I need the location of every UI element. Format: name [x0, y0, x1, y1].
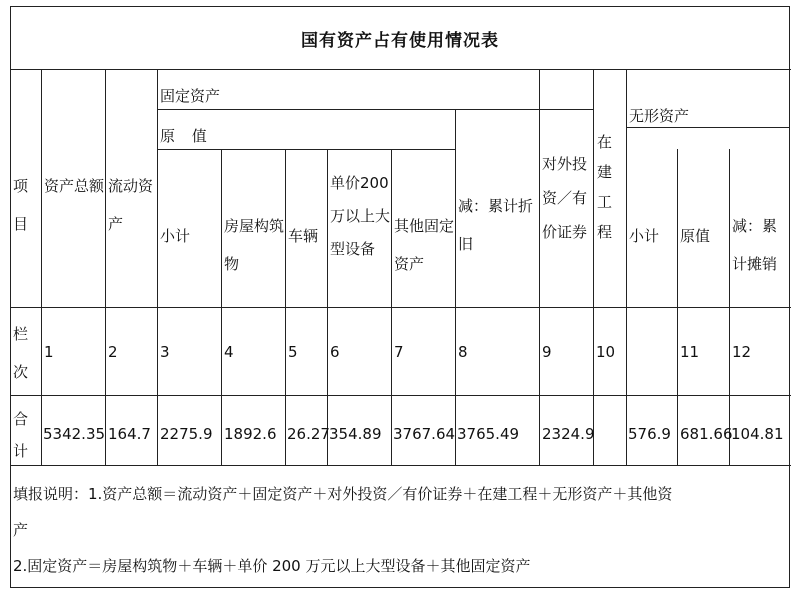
col-number: 2: [108, 343, 118, 361]
header-construction-in-progress: 在建工程: [597, 133, 613, 241]
header-large-equipment: 单价200万以上大型设备: [330, 174, 391, 258]
header-intangible-subtotal: 小计: [629, 227, 660, 245]
header-subtotal: 小计: [160, 227, 191, 245]
header-amortization: 减：累计摊销: [732, 217, 778, 273]
header-accumulated-depreciation: 减：累计折旧: [458, 197, 534, 253]
header-intangible-original: 原值: [680, 227, 711, 245]
header-other-fixed: 其他固定资产: [394, 217, 455, 273]
col-number: 5: [288, 343, 298, 361]
col-number: 8: [458, 343, 468, 361]
total-cell: 164.7: [108, 425, 151, 443]
col-divider: [729, 149, 730, 465]
rule-above-totals: [11, 395, 791, 396]
total-cell: 2275.9: [160, 425, 213, 443]
notes-line-2: 2.固定资产＝房屋构筑物＋车辆＋单价 200 万元以上大型设备＋其他固定资产: [13, 557, 531, 575]
col-divider: [539, 69, 540, 465]
notes-line-1-continued: 产: [13, 521, 29, 539]
col-divider: [285, 149, 286, 465]
col-number: 9: [542, 343, 552, 361]
rule-above-notes: [11, 465, 791, 466]
total-cell: 2324.9: [542, 425, 595, 443]
total-cell: 104.81: [731, 425, 784, 443]
col-divider: [221, 149, 222, 465]
total-cell: 26.27: [287, 425, 330, 443]
rule-under-original-value: [157, 149, 455, 150]
col-divider: [41, 69, 42, 465]
total-cell: 5342.35: [43, 425, 106, 443]
asset-table-document: [10, 6, 790, 588]
col-number: 3: [160, 343, 170, 361]
col-divider: [391, 149, 392, 465]
col-divider: [626, 69, 627, 465]
total-cell: 3767.64: [393, 425, 456, 443]
col-number: 1: [44, 343, 54, 361]
total-cell: 3765.49: [457, 425, 520, 443]
col-divider: [327, 149, 328, 465]
col-divider: [677, 149, 678, 465]
header-item: 项目: [13, 177, 29, 233]
header-buildings: 房屋构筑物: [224, 217, 285, 273]
col-divider: [455, 109, 456, 465]
col-index-label: 栏次: [13, 325, 29, 381]
col-divider: [105, 69, 106, 465]
header-current-assets: 流动资产: [108, 177, 154, 233]
rule-above-col-index: [11, 307, 791, 308]
header-external-investment: 对外投资／有价证券: [542, 155, 588, 241]
table-title: 国有资产占有使用情况表: [301, 30, 499, 51]
col-number: 10: [596, 343, 616, 361]
notes-line-1: 填报说明：1.资产总额＝流动资产＋固定资产＋对外投资／有价证券＋在建工程＋无形资产＋其他资: [13, 485, 673, 503]
header-total-assets: 资产总额: [44, 177, 105, 195]
col-number: 11: [680, 343, 700, 361]
col-number: 6: [330, 343, 340, 361]
header-fixed-assets: 固定资产: [160, 87, 221, 105]
total-row-label: 合计: [13, 410, 29, 460]
col-number: 12: [732, 343, 752, 361]
rule-under-fixed-assets: [157, 109, 593, 110]
col-divider: [593, 69, 594, 465]
total-cell: 576.9: [628, 425, 671, 443]
header-intangible-assets: 无形资产: [629, 107, 690, 125]
total-cell: 354.89: [329, 425, 382, 443]
header-original-value: 原 值: [160, 127, 213, 145]
col-number: 4: [224, 343, 234, 361]
col-divider: [157, 69, 158, 465]
header-vehicles: 车辆: [288, 227, 319, 245]
rule-under-title: [11, 69, 791, 70]
rule-under-intangible: [626, 127, 790, 128]
total-cell: 1892.6: [224, 425, 277, 443]
total-cell: 681.66: [680, 425, 733, 443]
col-number: 7: [394, 343, 404, 361]
